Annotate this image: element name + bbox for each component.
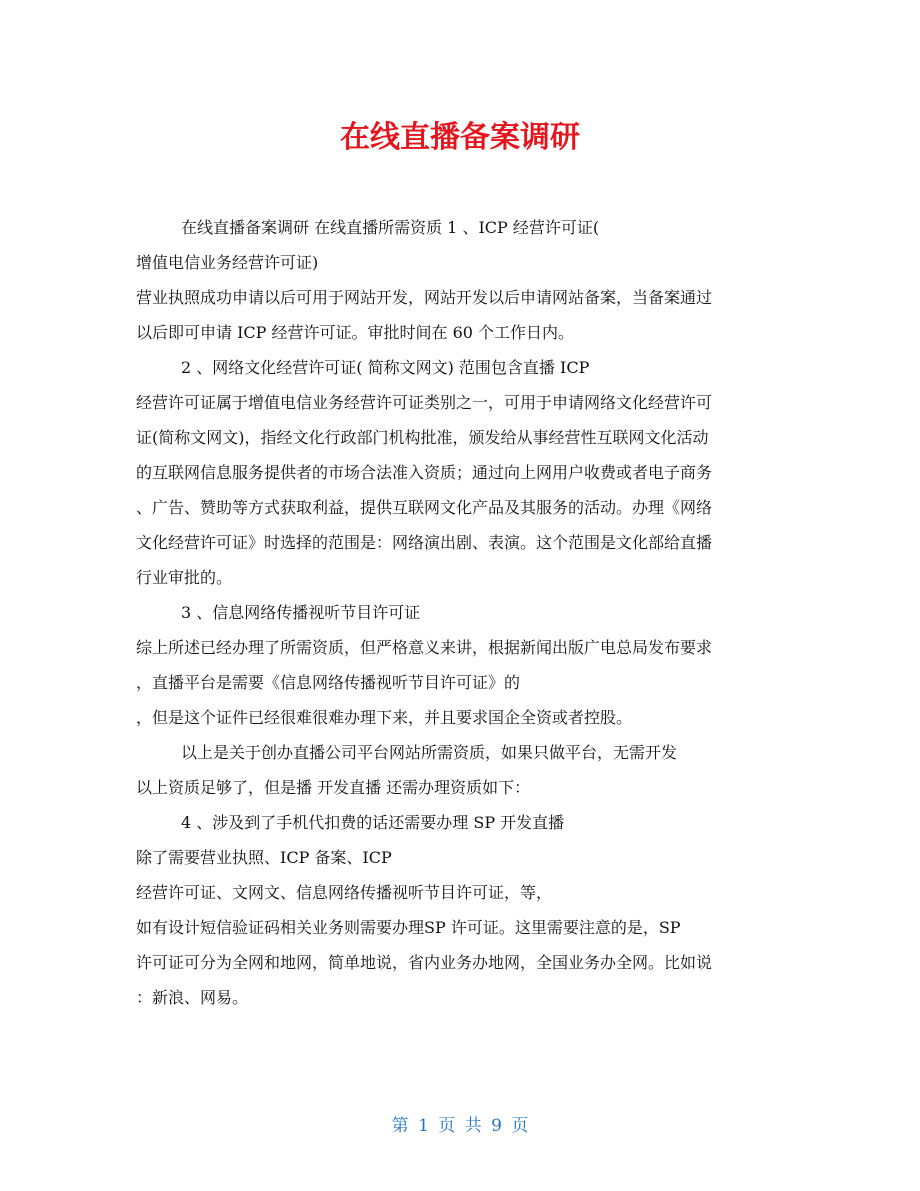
body-line: ：新浪、网易。 xyxy=(136,988,249,1007)
body-line: 3 、信息网络传播视听节目许可证 xyxy=(181,603,421,622)
body-line: 如有设计短信验证码相关业务则需要办理SP 许可证。这里需要注意的是，SP xyxy=(136,918,681,937)
body-line: 证(简称文网文)，指经文化行政部门机构批准，颁发给从事经营性互联网文化活动 xyxy=(136,428,709,447)
body-line: 经营许可证、文网文、信息网络传播视听节目许可证，等， xyxy=(136,883,553,902)
body-line: 2 、网络文化经营许可证( 简称文网文) 范围包含直播 ICP xyxy=(181,358,590,377)
body-line: 的互联网信息服务提供者的市场合法准入资质；通过向上网用户收费或者电子商务 xyxy=(136,463,713,482)
body-line: 以上是关于创办直播公司平台网站所需资质，如果只做平台，无需开发 xyxy=(181,743,678,762)
body-line: 在线直播备案调研 在线直播所需资质 1 、ICP 经营许可证( xyxy=(181,218,600,237)
page-number-footer: 第 1 页 共 9 页 xyxy=(391,1116,529,1136)
body-line: 、广告、赞助等方式获取利益，提供互联网文化产品及其服务的活动。办理《网络 xyxy=(136,498,713,517)
body-line: 行业审批的。 xyxy=(136,568,233,587)
body-line: ，直播平台是需要《信息网络传播视听节目许可证》的 xyxy=(136,673,521,692)
document-title: 在线直播备案调研 xyxy=(340,120,580,155)
body-line: 以后即可申请 ICP 经营许可证。审批时间在 60 个工作日内。 xyxy=(136,323,575,342)
body-line: 文化经营许可证》时选择的范围是：网络演出剧、表演。这个范围是文化部给直播 xyxy=(136,533,713,552)
body-line: ，但是这个证件已经很难很难办理下来，并且要求国企全资或者控股。 xyxy=(136,708,633,727)
body-line: 除了需要营业执照、ICP 备案、ICP xyxy=(136,848,392,867)
body-line: 营业执照成功申请以后可用于网站开发，网站开发以后申请网站备案，当备案通过 xyxy=(136,288,713,307)
body-line: 综上所述已经办理了所需资质，但严格意义来讲，根据新闻出版广电总局发布要求 xyxy=(136,638,713,657)
body-line: 以上资质足够了，但是播 开发直播 还需办理资质如下： xyxy=(136,778,531,797)
body-line: 4 、涉及到了手机代扣费的话还需要办理 SP 开发直播 xyxy=(181,813,565,832)
body-line: 增值电信业务经营许可证) xyxy=(136,253,319,272)
body-line: 经营许可证属于增值电信业务经营许可证类别之一，可用于申请网络文化经营许可 xyxy=(136,393,713,412)
body-line: 许可证可分为全网和地网，简单地说，省内业务办地网，全国业务办全网。比如说 xyxy=(136,953,713,972)
